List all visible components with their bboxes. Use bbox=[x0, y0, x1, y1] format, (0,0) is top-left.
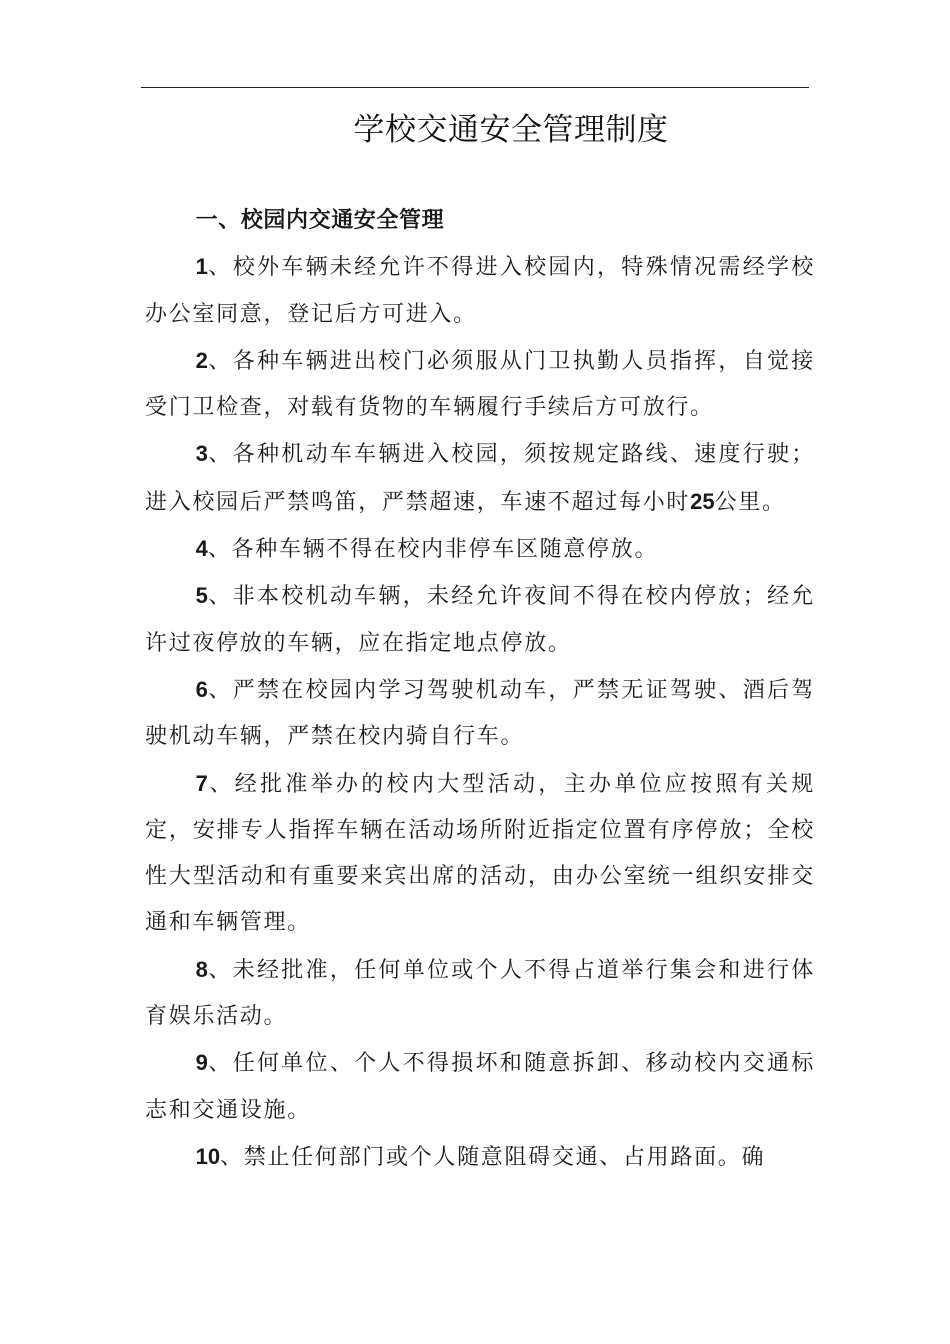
item-number: 10 bbox=[195, 1143, 221, 1169]
item-text: 、经批准举办的校内大型活动，主办单位应按照有关规定，安排专人指挥车辆在活动场所附近指定位置有序停放；全校性大型活动和有重要来宾出席的活动，由办公室统一组织安排交通和车辆管理。 bbox=[145, 771, 815, 936]
paragraph-item-5 bbox=[145, 573, 815, 667]
paragraph-item-10 bbox=[145, 1134, 815, 1181]
item-number: 6 bbox=[195, 676, 208, 702]
item-text: 、非本校机动车辆，未经允许夜间不得在校内停放；经允许过夜停放的车辆，应在指定地点停放。 bbox=[145, 584, 815, 656]
item-number: 4 bbox=[195, 536, 208, 562]
paragraph-item-2 bbox=[145, 338, 815, 432]
document-body bbox=[145, 198, 815, 1181]
paragraph-item-4 bbox=[145, 526, 815, 573]
item-text: 、校外车辆未经允许不得进入校园内，特殊情况需经学校办公室同意，登记后方可进入。 bbox=[145, 255, 815, 327]
item-text: 、严禁在校园内学习驾驶机动车，严禁无证驾驶、酒后驾驶机动车辆，严禁在校内骑自行车。 bbox=[145, 677, 815, 750]
item-number: 7 bbox=[195, 770, 208, 796]
item-number: 1 bbox=[195, 254, 208, 280]
paragraph-item-9 bbox=[145, 1040, 815, 1134]
item-number: 3 bbox=[195, 441, 208, 467]
item-text: 、各种车辆不得在校内非停车区随意停放。 bbox=[207, 537, 659, 563]
item-number: 9 bbox=[195, 1050, 208, 1076]
item-text-after: 公里。 bbox=[714, 489, 786, 515]
paragraph-item-8 bbox=[145, 947, 815, 1041]
paragraph-item-7 bbox=[145, 761, 815, 947]
section-heading: 一、校园内交通安全管理 bbox=[195, 208, 445, 233]
item-text: 、禁止任何部门或个人随意阻碍交通、占用路面。确 bbox=[220, 1144, 766, 1170]
item-number: 8 bbox=[195, 956, 208, 982]
paragraph-item-3 bbox=[145, 431, 815, 526]
document-title: 学校交通安全管理制度 bbox=[353, 112, 669, 148]
paragraph-item-1 bbox=[145, 244, 815, 338]
item-text: 、各种机动车车辆进入校园，须按规定路线、速度行驶；进入校园后严禁鸣笛，严禁超速，车速不超过每小时 bbox=[145, 442, 815, 515]
paragraph-item-6 bbox=[145, 667, 815, 761]
item-text: 、各种车辆进出校门必须服从门卫执勤人员指挥，自觉接受门卫检查，对载有货物的车辆履行手续后方可放行。 bbox=[145, 348, 815, 421]
item-text: 、未经批准，任何单位或个人不得占道举行集会和进行体育娱乐活动。 bbox=[145, 957, 815, 1030]
speed-limit-value: 25 bbox=[690, 488, 715, 514]
item-number: 5 bbox=[195, 583, 208, 609]
item-number: 2 bbox=[195, 347, 208, 373]
header-rule bbox=[141, 87, 809, 88]
item-text: 、任何单位、个人不得损坏和随意拆卸、移动校内交通标志和交通设施。 bbox=[145, 1051, 815, 1123]
